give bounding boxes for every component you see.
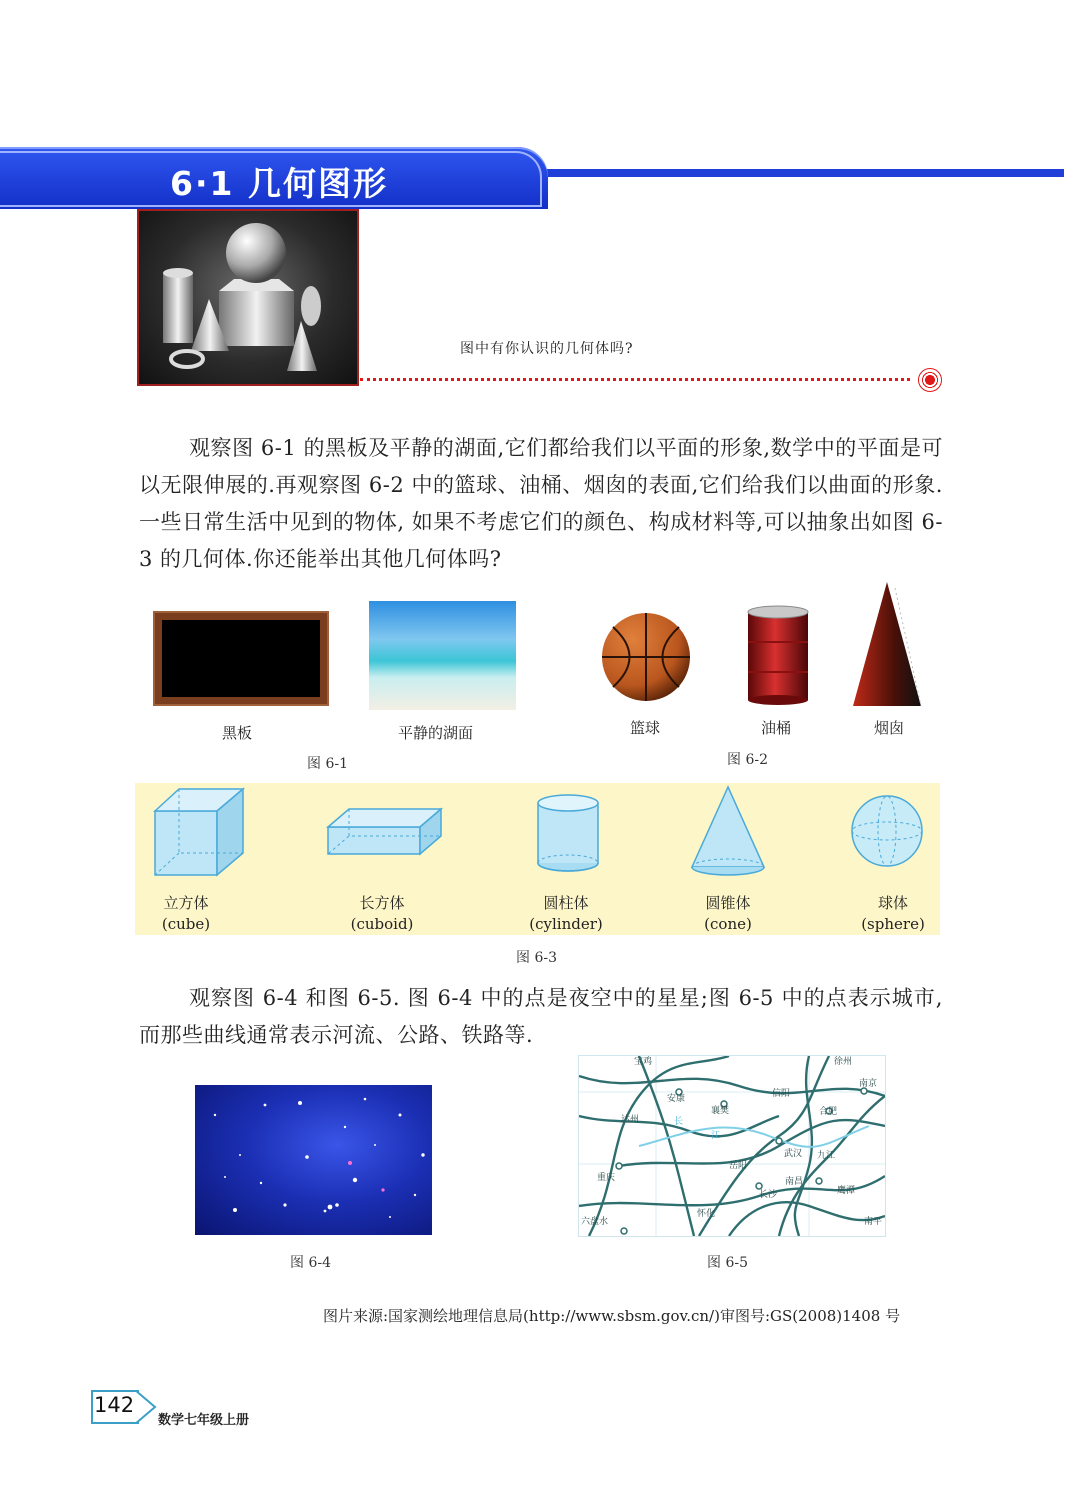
intro-caption: 图中有你认识的几何体吗? bbox=[460, 341, 634, 357]
oil-drum-image bbox=[745, 604, 811, 706]
solids-panel bbox=[135, 783, 940, 935]
solid-en: (cone) bbox=[704, 915, 752, 933]
chimney-image bbox=[851, 580, 923, 708]
map-city: 六盘水 bbox=[581, 1217, 609, 1227]
cuboid-shape bbox=[325, 807, 445, 857]
fig61-item-lake: 平静的湖面 bbox=[398, 724, 474, 742]
fig61-label: 图 6-1 bbox=[307, 756, 348, 772]
basketball-image bbox=[601, 612, 691, 702]
map-city: 鹰潭 bbox=[837, 1186, 856, 1196]
sphere-shape bbox=[849, 793, 925, 869]
map-city: 合肥 bbox=[819, 1107, 838, 1117]
solid-label-cuboid bbox=[332, 893, 432, 935]
solid-cn: 圆锥体 bbox=[705, 894, 751, 912]
fig65-label: 图 6-5 bbox=[707, 1255, 748, 1271]
fig62-label: 图 6-2 bbox=[727, 752, 768, 768]
image-source-note: 图片来源:国家测绘地理信息局(http://www.sbsm.gov.cn/)审图号:GS(2008)1408 号 bbox=[323, 1307, 901, 1325]
paragraph-2-text: 观察图 6-4 和图 6-5. 图 6-4 中的点是夜空中的星星;图 6-5 中的点表示城市,而那些曲线通常表示河流、公路、铁路等. bbox=[139, 986, 943, 1047]
fig63-label: 图 6-3 bbox=[516, 950, 557, 966]
book-title: 数学七年级上册 bbox=[158, 1413, 250, 1428]
solid-en: (cuboid) bbox=[350, 915, 414, 933]
cube-shape bbox=[151, 787, 247, 879]
map-city: 武汉 bbox=[784, 1149, 803, 1159]
map-city: 岳阳 bbox=[729, 1161, 748, 1171]
map-city: 安康 bbox=[667, 1094, 686, 1104]
section-title: 6·1 几何图形 bbox=[170, 164, 388, 203]
map-city: 南平 bbox=[864, 1217, 883, 1227]
bullseye-icon bbox=[918, 368, 942, 392]
solid-cn: 球体 bbox=[877, 894, 908, 912]
fig61-item-blackboard: 黑板 bbox=[222, 724, 253, 742]
solid-en: (cube) bbox=[161, 915, 211, 933]
intro-solids-image bbox=[137, 209, 359, 386]
cone-shape bbox=[688, 785, 768, 877]
page-number: 142 bbox=[94, 1393, 135, 1417]
map-river: 江 bbox=[711, 1131, 721, 1141]
paragraph-2 bbox=[139, 980, 943, 1054]
paragraph-1 bbox=[139, 430, 943, 578]
map-city: 长沙 bbox=[759, 1190, 778, 1200]
fig62-item-oil-drum: 油桶 bbox=[761, 719, 792, 737]
map-city: 襄樊 bbox=[711, 1106, 730, 1116]
map-city: 宝鸡 bbox=[634, 1057, 653, 1067]
solid-label-cube bbox=[135, 893, 237, 935]
fig64-label: 图 6-4 bbox=[290, 1255, 331, 1271]
blackboard-image bbox=[153, 611, 329, 706]
map-city: 信阳 bbox=[772, 1089, 791, 1099]
solid-cn: 长方体 bbox=[359, 894, 405, 912]
night-sky-image bbox=[195, 1085, 432, 1235]
page-tab-arrow-icon bbox=[135, 1390, 157, 1424]
solid-label-cone bbox=[680, 893, 776, 935]
fig62-item-basketball: 篮球 bbox=[630, 719, 661, 737]
header-rule bbox=[540, 169, 1064, 177]
lake-image bbox=[369, 601, 516, 710]
fig62-item-chimney: 烟囱 bbox=[874, 719, 905, 737]
map-city: 南京 bbox=[859, 1079, 878, 1089]
solid-label-cylinder bbox=[512, 893, 620, 935]
paragraph-1-text: 观察图 6-1 的黑板及平静的湖面,它们都给我们以平面的形象,数学中的平面是可以无限伸展的.再观察图 6-2 中的篮球、油桶、烟囱的表面,它们给我们以曲面的形象. 一些日常生活中见到的物体, 如果不考虑它们的颜色、构成材料等,可以抽象出如图 6-3 的几何体.你还能举出其他几何体吗? bbox=[139, 436, 943, 571]
solid-en: (cylinder) bbox=[529, 915, 603, 933]
map-city: 怀化 bbox=[697, 1209, 716, 1219]
map-city: 九江 bbox=[817, 1151, 836, 1161]
solid-cn: 立方体 bbox=[163, 894, 209, 912]
map-river: 长 bbox=[674, 1117, 684, 1127]
map-city: 徐州 bbox=[834, 1057, 853, 1067]
solid-label-sphere bbox=[847, 893, 939, 935]
map-city: 南昌 bbox=[785, 1177, 804, 1187]
cylinder-shape bbox=[535, 793, 601, 873]
map-image bbox=[578, 1055, 886, 1237]
dotted-divider bbox=[360, 378, 910, 381]
map-city: 达州 bbox=[621, 1115, 640, 1125]
solid-en: (sphere) bbox=[861, 915, 925, 933]
solid-cn: 圆柱体 bbox=[543, 894, 589, 912]
map-city: 重庆 bbox=[597, 1173, 616, 1183]
